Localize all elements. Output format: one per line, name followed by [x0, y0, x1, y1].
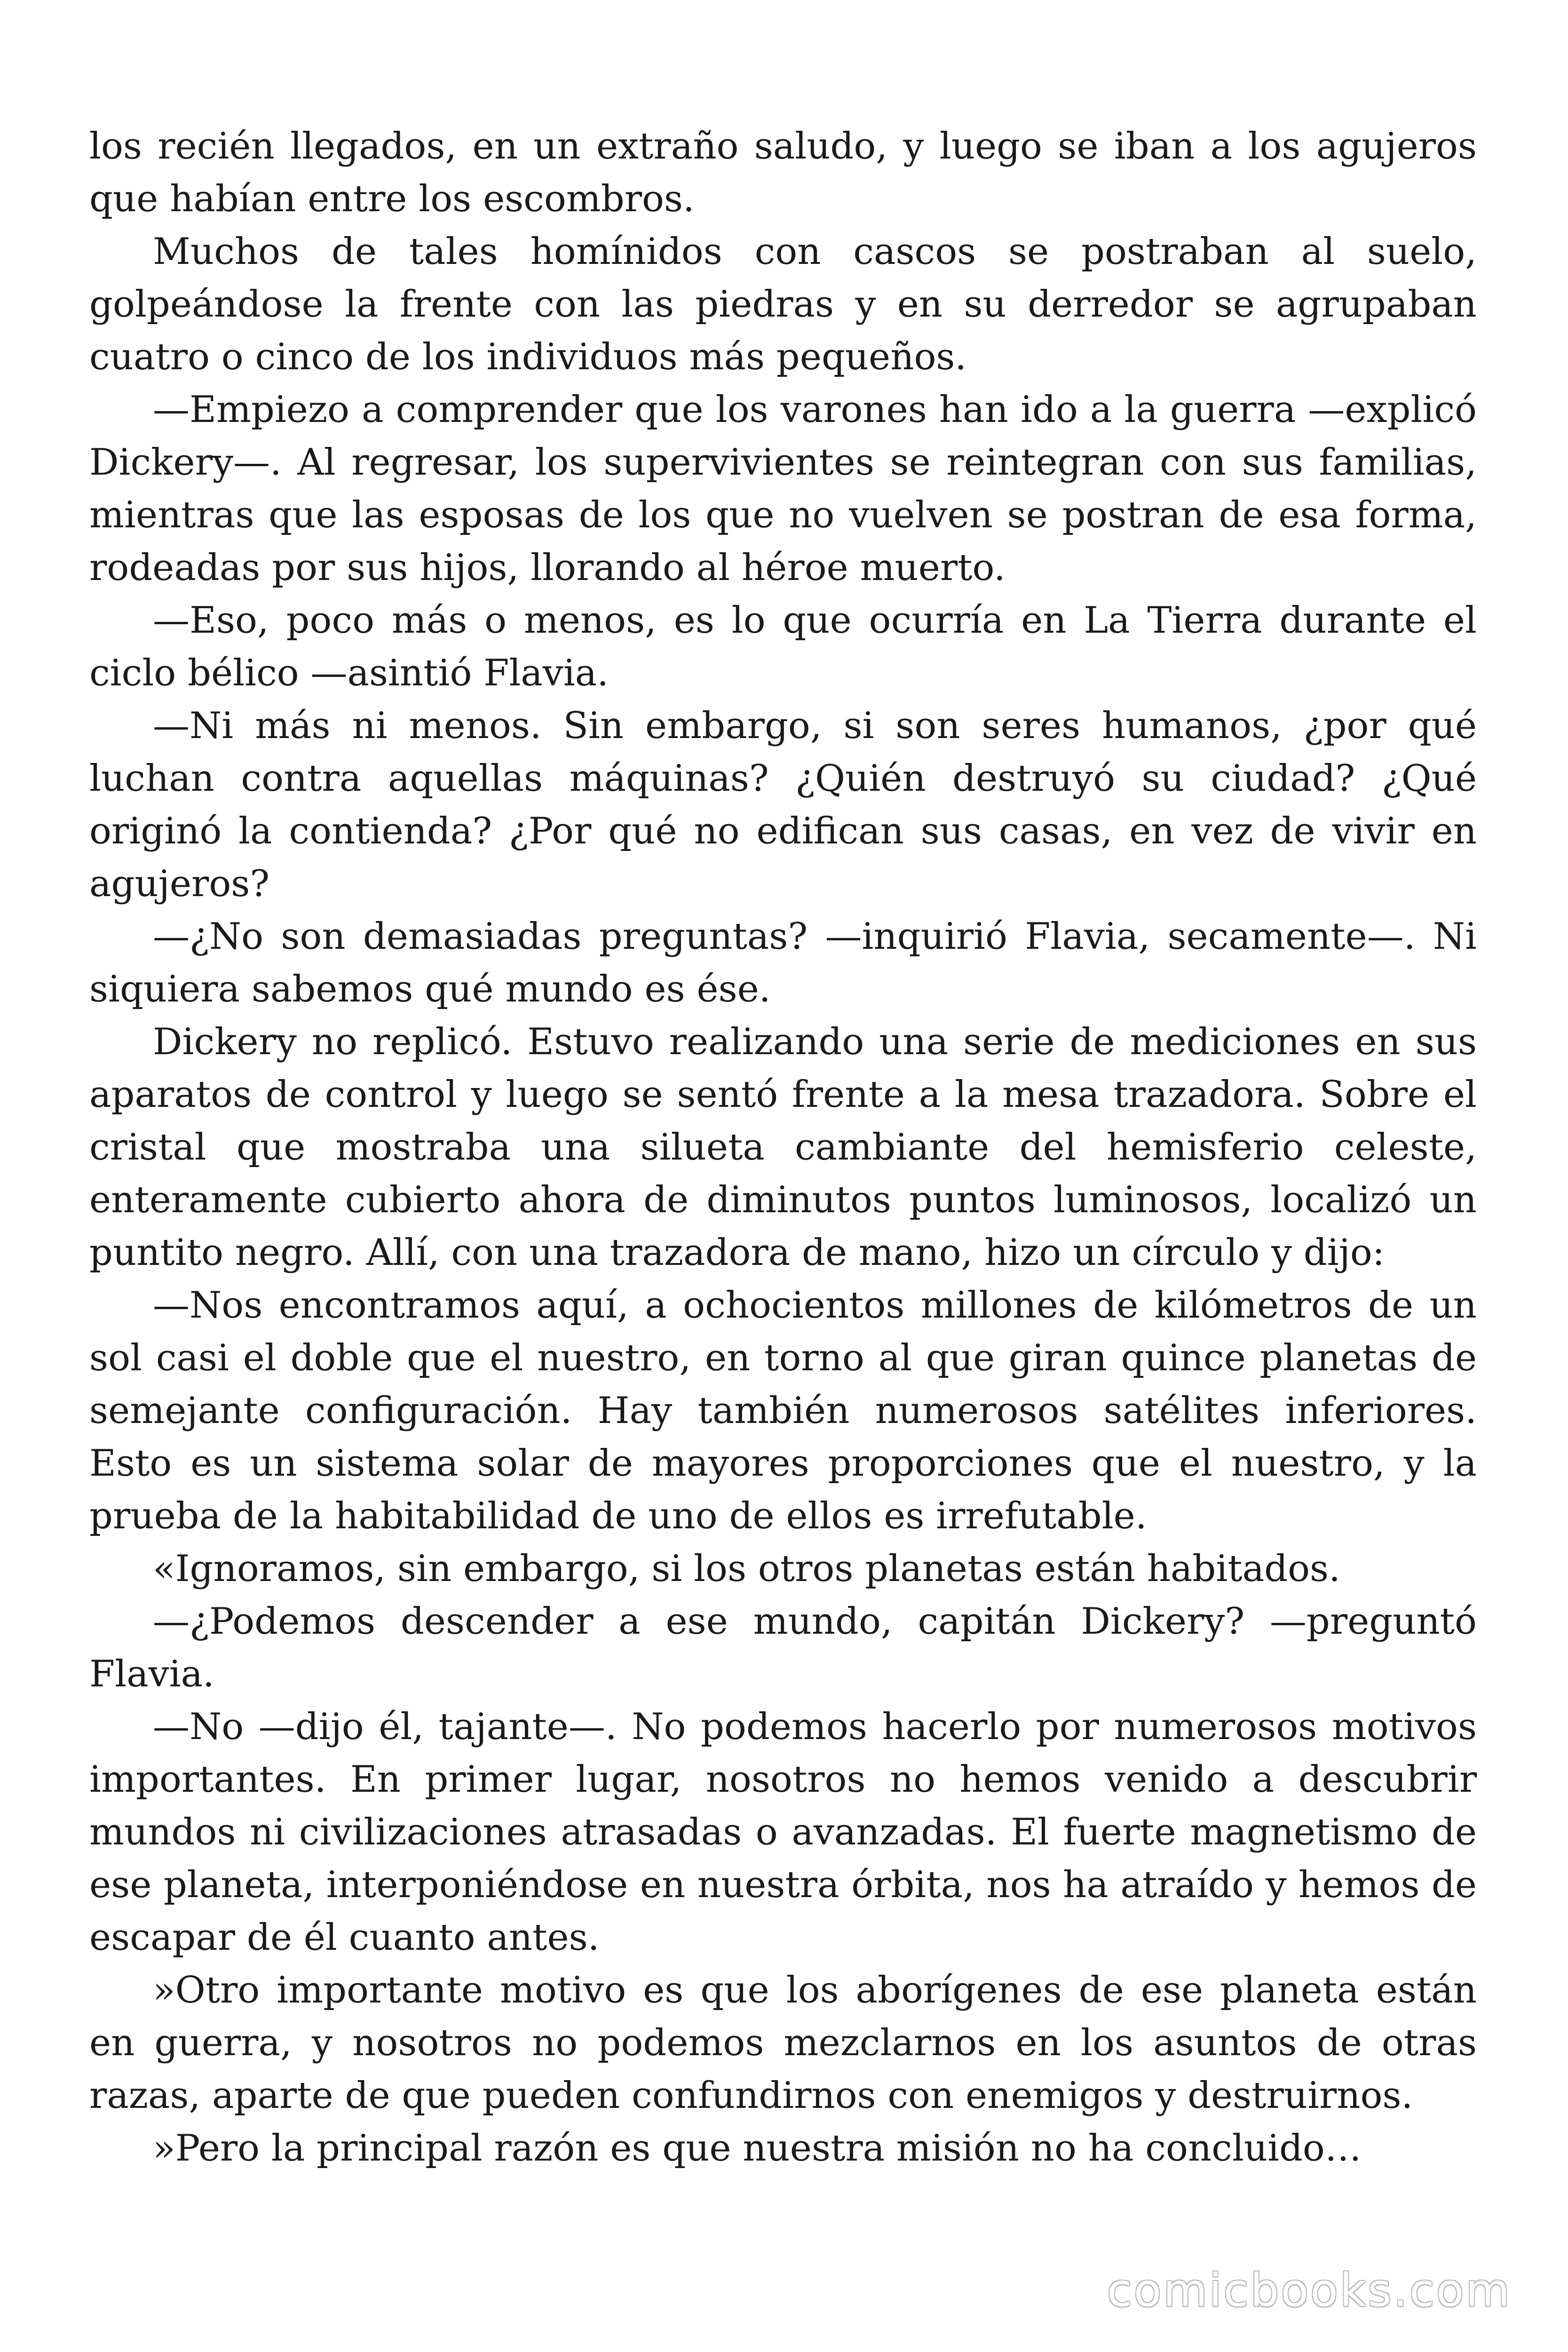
- paragraph: »Otro importante motivo es que los aborígenes de ese planeta están en guerra, y nosotros no podemos mezclarnos en los asuntos de otras razas, aparte de que pueden confundirnos con enemigos y destruirnos.: [89, 1969, 1477, 2117]
- paragraph: —¿Podemos descender a ese mundo, capitán Dickery? —preguntó Flavia.: [89, 1600, 1477, 1695]
- paragraph: —¿No son demasiadas preguntas? —inquirió Flavia, secamente—. Ni siquiera sabemos qué mundo es ése.: [89, 915, 1477, 1010]
- watermark: comicbooks.com: [1107, 2264, 1512, 2317]
- paragraph: —No —dijo él, tajante—. No podemos hacerlo por numerosos motivos importantes. En primer lugar, nosotros no hemos venido a descubrir mundos ni civilizaciones atrasadas o avanzadas. El fuerte magnetismo de ese planeta, interponiéndose en nuestra órbita, nos ha atraído y hemos de escapar de él cuanto antes.: [89, 1706, 1477, 1959]
- paragraph: «Ignoramos, sin embargo, si los otros planetas están habitados.: [153, 1548, 1340, 1590]
- paragraph: —Nos encontramos aquí, a ochocientos millones de kilómetros de un sol casi el doble que el nuestro, en torno al que giran quince planetas de semejante configuración. Hay también numerosos satélites inferiores. Esto es un sistema solar de mayores proporciones que el nuestro, y la prueba de la habitabilidad de uno de ellos es irrefutable.: [89, 1284, 1477, 1537]
- paragraph: Dickery no replicó. Estuvo realizando una serie de mediciones en sus aparatos de control y luego se sentó frente a la mesa trazadora. Sobre el cristal que mostraba una silueta cambiante del hemisferio celeste, enteramente cubierto ahora de diminutos puntos luminosos, localizó un puntito negro. Allí, con una trazadora de mano, hizo un círculo y dijo:: [89, 1021, 1477, 1274]
- paragraph: »Pero la principal razón es que nuestra misión no ha concluido…: [153, 2127, 1362, 2169]
- page-body: [89, 120, 1477, 2175]
- paragraph: Muchos de tales homínidos con cascos se postraban al suelo, golpeándose la frente con las piedras y en su derredor se agrupaban cuatro o cinco de los individuos más pequeños.: [89, 230, 1477, 378]
- paragraph: —Eso, poco más o menos, es lo que ocurría en La Tierra durante el ciclo bélico —asintió Flavia.: [89, 599, 1477, 694]
- paragraph: —Empiezo a comprender que los varones han ido a la guerra —explicó Dickery—. Al regresar, los supervivientes se reintegran con sus familias, mientras que las esposas de los que no vuelven se postran de esa forma, rodeadas por sus hijos, llorando al héroe muerto.: [89, 389, 1477, 589]
- paragraph: —Ni más ni menos. Sin embargo, si son seres humanos, ¿por qué luchan contra aquellas máquinas? ¿Quién destruyó su ciudad? ¿Qué originó la contienda? ¿Por qué no edifican sus casas, en vez de vivir en agujeros?: [89, 705, 1477, 905]
- paragraph: los recién llegados, en un extraño saludo, y luego se iban a los agujeros que habían entre los escombros.: [89, 125, 1477, 220]
